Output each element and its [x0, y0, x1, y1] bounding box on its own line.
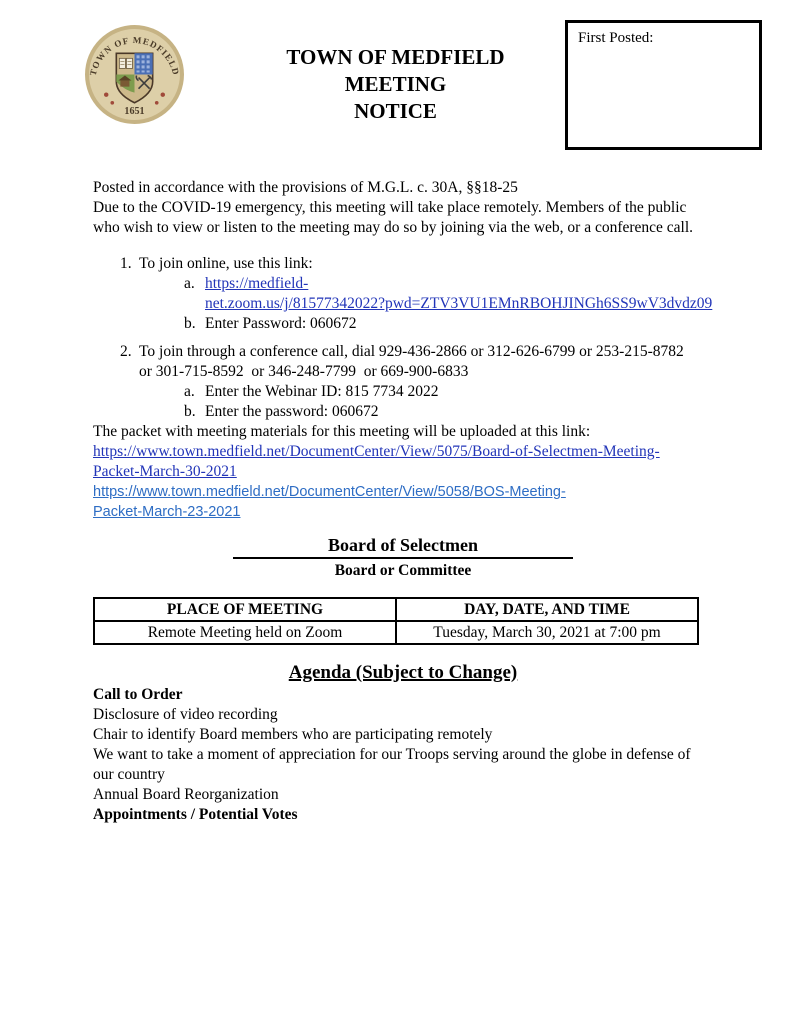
agenda-item-troops: We want to take a moment of appreciation for our Troops serving around the globe in defense of our country	[93, 746, 691, 783]
seal-year: 1651	[124, 105, 145, 117]
list-item-text: To join online, use this link:	[139, 255, 313, 272]
agenda-item-appointments: Appointments / Potential Votes	[93, 806, 298, 823]
sub-item-text: Enter Password: 060672	[205, 315, 357, 332]
first-posted-label: First Posted:	[578, 30, 654, 46]
agenda-item-call-to-order: Call to Order	[93, 686, 183, 703]
posted-statement: Posted in accordance with the provisions of M.G.L. c. 30A, §§18-25	[93, 179, 518, 196]
list-item-join-online	[93, 254, 713, 274]
sub-item-text: Enter the password: 060672	[205, 403, 379, 420]
agenda-item-reorganization: Annual Board Reorganization	[93, 786, 279, 803]
board-name: Board of Selectmen	[328, 535, 478, 555]
sub-item-letter: a.	[184, 275, 195, 292]
zoom-meeting-link[interactable]: https://medfield- net.zoom.us/j/81577342022?pwd=ZTV3VU1EMnRBOHJINGh6SS9wV3dvdz09	[205, 275, 713, 312]
covid-paragraph: Due to the COVID-19 emergency, this meeting will take place remotely. Members of the public who wish to view or listen to the meeting may do so by joining via the web, or a conference call.	[93, 199, 694, 236]
sub-item-password	[93, 314, 713, 334]
day-date-time-header: DAY, DATE, AND TIME	[396, 598, 698, 621]
seal-ring-text: TOWN OF MEDFIELD	[87, 34, 182, 77]
title-line-1: TOWN OF MEDFIELD	[286, 45, 505, 69]
board-name-underlined	[233, 534, 573, 559]
agenda-item-disclosure: Disclosure of video recording	[93, 706, 278, 723]
document-body	[93, 178, 713, 825]
packet-intro: The packet with meeting materials for this meeting will be uploaded at this link:	[93, 423, 591, 440]
agenda-item-chair-remote: Chair to identify Board members who are participating remotely	[93, 726, 493, 743]
packet-link-march-23[interactable]: https://www.town.medfield.net/DocumentCenter/View/5058/BOS-Meeting- Packet-March-23-2021	[93, 484, 566, 520]
agenda-heading: Agenda (Subject to Change)	[288, 662, 518, 683]
sub-item-letter: a.	[184, 383, 195, 400]
packet-link-march-30[interactable]: https://www.town.medfield.net/DocumentCenter/View/5075/Board-of-Selectmen-Meeting- Packet-March-30-2021	[93, 443, 660, 480]
sub-item-letter: b.	[184, 315, 196, 332]
list-item-text: To join through a conference call, dial 929-436-2866 or 312-626-6799 or 253-215-8782 or 301-715-8592 or 346-248-7799 or 669-900-6833	[139, 343, 684, 380]
place-of-meeting-value: Remote Meeting held on Zoom	[94, 621, 396, 644]
meeting-details-table	[93, 597, 699, 645]
sub-item-zoom-link	[93, 274, 713, 314]
title-line-2: MEETING	[344, 72, 447, 96]
day-date-time-value: Tuesday, March 30, 2021 at 7:00 pm	[396, 621, 698, 644]
packet-paragraph	[93, 422, 713, 522]
board-caption: Board or Committee	[334, 562, 472, 579]
list-number: 2.	[120, 343, 132, 360]
table-header-row	[94, 598, 698, 621]
list-number: 1.	[120, 255, 132, 272]
first-posted-box	[565, 20, 762, 150]
sub-item-webinar-id	[93, 382, 713, 402]
list-item-conference-call	[93, 342, 713, 382]
title-line-3: NOTICE	[354, 99, 437, 123]
sub-item-letter: b.	[184, 403, 196, 420]
sub-item-text: Enter the Webinar ID: 815 7734 2022	[205, 383, 439, 400]
sub-item-password	[93, 402, 713, 422]
place-of-meeting-header: PLACE OF MEETING	[94, 598, 396, 621]
table-value-row	[94, 621, 698, 644]
